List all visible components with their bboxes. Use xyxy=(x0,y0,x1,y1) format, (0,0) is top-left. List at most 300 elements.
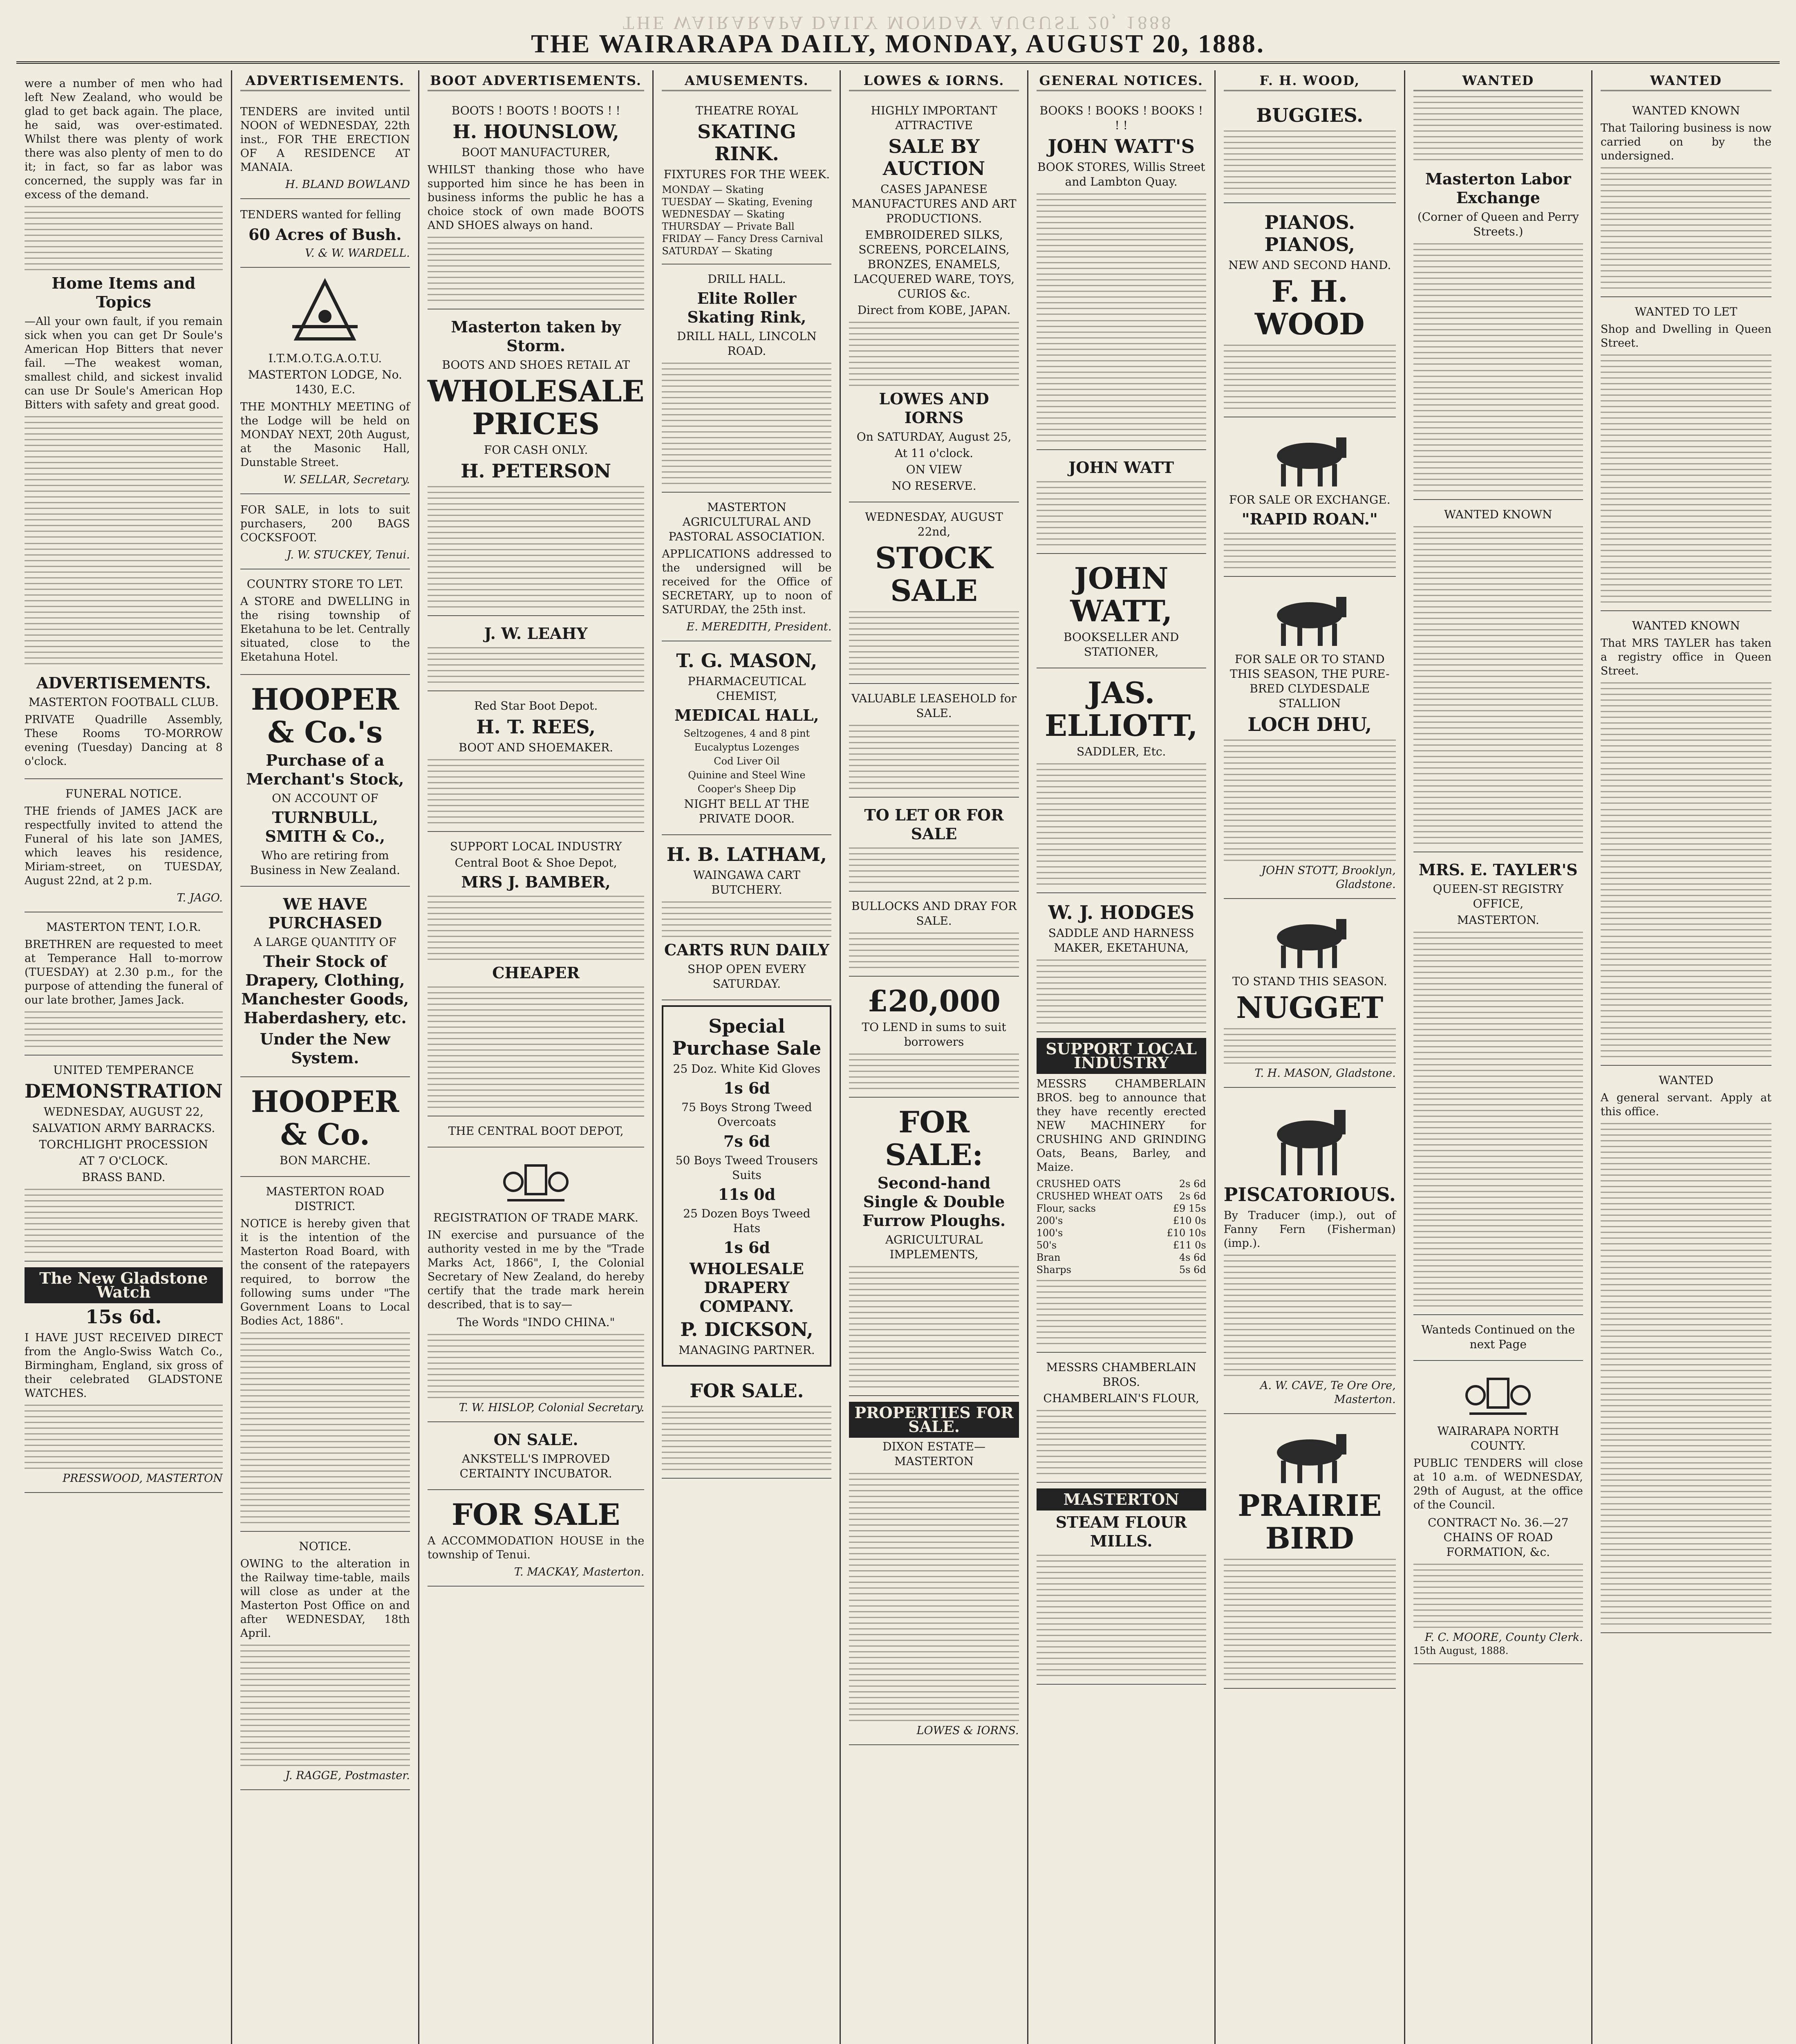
price-value: 2s 6d xyxy=(1179,1178,1206,1190)
ad-subtitle: WAINGAWA CART BUTCHERY. xyxy=(693,868,800,896)
ad-trade-mark: The Words "INDO CHINA." xyxy=(457,1316,615,1329)
horse-icon xyxy=(1256,909,1363,970)
ad-hall: MEDICAL HALL, xyxy=(674,706,819,724)
sale-price: 11s 0d xyxy=(718,1185,776,1204)
ad-text-block xyxy=(428,1334,644,1399)
ad-text-block xyxy=(1601,1376,1771,1499)
ad-date: WEDNESDAY, AUGUST 22, xyxy=(43,1105,204,1118)
cocksfoot-sale-ad xyxy=(240,494,410,569)
elliott-saddler-ad xyxy=(1037,668,1206,893)
column-1 xyxy=(16,70,232,2044)
price-row xyxy=(1037,1264,1206,1276)
watt-stationer-ad xyxy=(1037,554,1206,668)
ploughs-sale-ad xyxy=(849,1098,1019,1396)
ad-text-block xyxy=(1413,653,1583,775)
funeral-notice xyxy=(25,779,223,912)
fixture-line: FRIDAY — Fancy Dress Carnival xyxy=(662,233,823,244)
ad-subtitle: DIXON ESTATE—MASTERTON xyxy=(882,1440,985,1468)
price-row xyxy=(1037,1202,1206,1215)
ad-title: NOTICE. xyxy=(299,1540,352,1553)
ad-body: FOR SALE, in lots to suit purchasers, 200 BAGS COCKSFOOT. xyxy=(240,504,410,544)
ad-body: A ACCOMMODATION HOUSE in the township of Tenui. xyxy=(427,1535,645,1561)
ad-text-block xyxy=(1224,740,1396,862)
ad-body: MESSRS CHAMBERLAIN BROS. beg to announce that they have recently erected NEW MACHINERY for CRUSHING AND GRINDING Oats, Beans, Barley, and Maize. xyxy=(1036,1078,1206,1174)
hooper-purchase-ad xyxy=(240,675,410,887)
ad-body: TENDERS wanted for felling xyxy=(240,208,401,221)
ad-name: F. H. WOOD xyxy=(1254,274,1365,341)
ad-item: Seltzogenes, 4 and 8 pint xyxy=(683,728,810,739)
ad-title: WANTED TO LET xyxy=(1635,305,1738,318)
ad-subtitle: (Corner of Queen and Perry Streets.) xyxy=(1417,210,1579,238)
ad-title: SUPPORT LOCAL INDUSTRY xyxy=(450,840,622,853)
coat-of-arms-icon xyxy=(1461,1371,1535,1420)
ad-title: HOOPER & Co. xyxy=(251,1084,399,1152)
ad-subtitle: BOOK STORES, Willis Street and Lambton Quay. xyxy=(1037,160,1205,188)
ad-time: At 11 o'clock. xyxy=(895,446,974,460)
ad-subtitle: ANKSTELL'S IMPROVED CERTAINTY INCUBATOR. xyxy=(459,1452,612,1480)
ad-text-block xyxy=(1037,763,1206,886)
ad-body: THE friends of JAMES JACK are respectfully invited to attend the Funeral of his late son JAMES, which leaves his residence, Miriam-street, on TUESDAY, August 22nd, at 2 p.m. xyxy=(25,805,223,887)
ad-text-block xyxy=(1413,243,1583,366)
pianos-ad xyxy=(1224,203,1396,417)
ad-line: A LARGE QUANTITY OF xyxy=(253,935,396,949)
column-heading: LOWES & IORNS. xyxy=(849,74,1019,91)
ad-body: That Tailoring business is now carried on by the undersigned. xyxy=(1600,122,1771,162)
ad-title: STOCK SALE xyxy=(875,540,993,608)
ad-headline: WHOLESALE PRICES xyxy=(427,374,645,441)
ad-title: H. HOUNSLOW, xyxy=(452,121,619,143)
labor-exchange-ad xyxy=(1413,161,1583,500)
ad-top: BOOTS ! BOOTS ! BOOTS ! ! xyxy=(451,104,620,117)
sale-price: 7s 6d xyxy=(723,1132,770,1150)
ad-title: WANTED KNOWN xyxy=(1444,508,1552,521)
ad-text-block xyxy=(25,1405,223,1470)
to-let-ad xyxy=(849,798,1019,892)
ad-title: WAIRARAPA NORTH COUNTY. xyxy=(1437,1424,1559,1452)
support-local-industry-ad xyxy=(1037,1032,1206,1353)
ad-subtitle: BOOTS AND SHOES RETAIL AT xyxy=(442,358,630,372)
sale-item: 25 Doz. White Kid Gloves xyxy=(673,1062,821,1076)
ad-body: WHILST thanking those who have supported him since he has been in business informs the public he has a choice stock of own made BOOTS AND SHOES always on hand. xyxy=(427,164,645,232)
ad-subtitle: MASTERTON LODGE, No. 1430, E.C. xyxy=(248,368,402,396)
ad-night-bell: NIGHT BELL AT THE PRIVATE DOOR. xyxy=(684,797,810,825)
column-6 xyxy=(1028,70,1216,2044)
hodges-saddler-ad xyxy=(1037,893,1206,1032)
ad-title: VALUABLE LEASEHOLD for SALE. xyxy=(851,692,1017,720)
ad-subtitle: CASES JAPANESE MANUFACTURES AND ART PRODUCTIONS. xyxy=(851,182,1017,225)
ad-list: AGRICULTURAL IMPLEMENTS, xyxy=(885,1233,983,1261)
ad-text-block xyxy=(1601,354,1771,477)
price-item: 50's xyxy=(1036,1239,1057,1251)
sale-price: 1s 6d xyxy=(723,1238,770,1257)
ad-band: BRASS BAND. xyxy=(82,1170,166,1184)
ad-title: WE HAVE PURCHASED xyxy=(268,895,382,932)
column-heading: BOOT ADVERTISEMENTS. xyxy=(428,74,644,91)
column-5 xyxy=(841,70,1028,2044)
ad-title: THE CENTRAL BOOT DEPOT, xyxy=(448,1124,624,1138)
ad-subtitle: CHAMBERLAIN'S FLOUR, xyxy=(1043,1392,1199,1405)
bush-felling-ad xyxy=(240,199,410,268)
column-2 xyxy=(232,70,419,2044)
ad-subtitle: FIXTURES FOR THE WEEK. xyxy=(663,168,830,181)
wanted-servant-ad xyxy=(1601,1066,1771,1633)
ad-subtitle: MASTERTON FOOTBALL CLUB. xyxy=(28,695,219,709)
ad-subtitle: SADDLER, Etc. xyxy=(1076,745,1166,758)
ad-body: IN exercise and pursuance of the authority vested in me by the "Trade Marks Act, 1866", I, the Colonial Secretary of New Zealand, do hereby certify that the trade mark herein described, that is to say— xyxy=(427,1229,645,1311)
price-value: £10 0s xyxy=(1173,1215,1206,1226)
tenders-ad xyxy=(240,96,410,199)
home-items-title: Home Items and Topics xyxy=(52,274,196,311)
ad-body: BRETHREN are requested to meet at Temperance Hall to-morrow (TUESDAY) at 2.30 p.m., for the purpose of attending the funeral of our late brother, James Jack. xyxy=(25,938,223,1006)
ad-price: 15s 6d. xyxy=(85,1306,162,1328)
price-value: £11 0s xyxy=(1173,1239,1206,1251)
ad-text-block xyxy=(1224,1255,1396,1377)
ad-title: MASTERTON xyxy=(1037,1488,1206,1511)
skating-rink-ad xyxy=(662,96,831,264)
news-text-block xyxy=(25,543,223,666)
ad-date: WEDNESDAY, AUGUST 22nd, xyxy=(865,510,1003,538)
ad-text-block xyxy=(1224,345,1396,410)
column-heading: WANTED xyxy=(1413,74,1583,91)
price-row xyxy=(1037,1251,1206,1264)
ad-text-block xyxy=(1413,1564,1583,1629)
ad-body: TENDERS are invited until NOON of WEDNESDAY, 22th inst., FOR THE ERECTION OF A RESIDENCE AT MANAIA. xyxy=(240,105,410,174)
hooper-bon-marche-ad xyxy=(240,1077,410,1177)
ad-subtitle: Purchase of a Merchant's Stock, xyxy=(246,751,404,788)
ad-text-block xyxy=(849,932,1019,969)
flour-mills-ad xyxy=(1037,1483,1206,1685)
ad-body: Shop and Dwelling in Queen Street. xyxy=(1600,323,1771,350)
rees-ad xyxy=(428,691,644,832)
price-value: 5s 6d xyxy=(1179,1264,1206,1275)
wanted-to-let-ad xyxy=(1601,297,1771,611)
bullocks-ad xyxy=(849,892,1019,977)
ad-text-block xyxy=(1224,130,1396,196)
fixture-line: TUESDAY — Skating, Evening xyxy=(662,196,813,208)
news-text-block xyxy=(25,206,223,271)
pastoral-association-ad xyxy=(662,493,831,641)
ad-view: ON VIEW xyxy=(906,463,962,476)
ad-title: MASTERTON TENT, I.O.R. xyxy=(46,920,201,934)
ad-reserve: NO RESERVE. xyxy=(891,479,976,493)
fixture-line: THURSDAY — Private Ball xyxy=(662,221,795,232)
masonic-lodge-ad xyxy=(240,268,410,494)
ad-text-block xyxy=(1601,1503,1771,1626)
leahy-ad xyxy=(428,616,644,691)
ad-title: WANTED KNOWN xyxy=(1632,619,1740,632)
ad-text-block xyxy=(428,896,644,961)
ad-title: SALE BY AUCTION xyxy=(882,135,985,179)
wanted-known-tailoring-ad xyxy=(1601,96,1771,297)
ad-signature: T. MACKAY, Masterton. xyxy=(514,1566,645,1578)
temperance-demonstration-ad xyxy=(25,1056,223,1262)
ad-subtitle: BOOT MANUFACTURER, xyxy=(461,146,611,159)
ad-item: Cooper's Sheep Dip xyxy=(697,783,796,795)
ad-text-block xyxy=(1037,193,1206,316)
ad-horse-name: "RAPID ROAN." xyxy=(1241,510,1378,528)
ad-text-block xyxy=(1037,1410,1206,1475)
ad-body: APPLICATIONS addressed to the undersigned will be received for the Office of SECRETARY, up to noon of SATURDAY, the 25th inst. xyxy=(662,548,832,616)
ad-signature: W. SELLAR, Secretary. xyxy=(283,473,410,486)
ad-title: BUGGIES. xyxy=(1256,104,1364,126)
ad-title: Wanteds Continued on the next Page xyxy=(1421,1323,1575,1351)
wanted-known-ad xyxy=(1413,500,1583,852)
ad-title: £20,000 xyxy=(867,984,1001,1018)
ad-signature: PRESSWOOD, MASTERTON xyxy=(63,1472,223,1485)
ad-body: PUBLIC TENDERS will close at 10 a.m. of WEDNESDAY, 29th of August, at the office of the Council. xyxy=(1413,1457,1583,1511)
watt-books-ad xyxy=(1037,96,1206,450)
ad-title: UNITED TEMPERANCE xyxy=(53,1063,194,1077)
ad-subtitle: NEW AND SECOND HAND. xyxy=(1228,258,1391,272)
ad-text-block xyxy=(240,1645,410,1767)
ad-signature: H. BLAND BOWLAND xyxy=(285,178,410,191)
ad-subtitle: TO LEND in sums to suit borrowers xyxy=(862,1020,1006,1049)
ad-title: JOHN WATT, xyxy=(1070,561,1173,628)
ad-text-block xyxy=(1037,959,1206,1025)
ad-date: 15th August, 1888. xyxy=(1413,1645,1509,1656)
ad-text-block xyxy=(1601,1123,1771,1246)
hooper-stock-ad xyxy=(240,887,410,1077)
columns xyxy=(16,70,1780,2044)
ad-text-block xyxy=(1413,1185,1583,1308)
ad-text-block xyxy=(849,1053,1019,1090)
country-store-ad xyxy=(240,569,410,675)
north-county-ad xyxy=(1413,1361,1583,1664)
ad-text-block xyxy=(1037,1555,1206,1677)
ad-title: MASTERTON AGRICULTURAL AND PASTORAL ASSOCIATION. xyxy=(668,500,825,543)
ad-line: ON ACCOUNT OF xyxy=(272,791,378,805)
farm-sale-ad xyxy=(662,1372,831,1479)
incubator-ad xyxy=(428,1422,644,1490)
football-club-ad xyxy=(25,666,223,779)
ad-cash-only: FOR CASH ONLY. xyxy=(484,443,588,457)
column-heading: WANTED xyxy=(1601,74,1771,91)
ad-company: WHOLESALE DRAPERY COMPANY. xyxy=(689,1260,804,1316)
ad-text-block xyxy=(1601,167,1771,290)
price-row xyxy=(1037,1215,1206,1227)
ad-subtitle: TORCHLIGHT PROCESSION xyxy=(39,1138,208,1151)
coat-of-arms-icon xyxy=(499,1157,573,1206)
price-item: CRUSHED OATS xyxy=(1036,1178,1121,1190)
ad-text-block xyxy=(428,486,644,609)
ad-title: MESSRS CHAMBERLAIN BROS. xyxy=(1046,1360,1196,1389)
ad-text-block xyxy=(1037,320,1206,443)
ad-text-block xyxy=(1413,370,1583,493)
price-row xyxy=(1037,1178,1206,1190)
ad-body: NOTICE is hereby given that it is the intention of the Masterton Road Board, with the consent of the ratepayers required, to borrow the following sums under "The Government Loans to Local Bodies Act, 1886". xyxy=(240,1217,410,1327)
horse-icon xyxy=(1256,587,1363,648)
ad-text-block xyxy=(428,647,644,684)
ad-subtitle: Second-hand Single & Double Furrow Ploughs. xyxy=(862,1174,1006,1230)
column-7 xyxy=(1216,70,1405,2044)
ad-title: Masterton taken by Storm. xyxy=(451,318,621,355)
watt-second-ad xyxy=(1037,450,1206,554)
ad-title: PISCATORIOUS. xyxy=(1223,1183,1396,1206)
ad-text-block xyxy=(1224,533,1396,569)
ad-place: SALVATION ARMY BARRACKS. xyxy=(32,1121,215,1135)
masthead xyxy=(16,12,1780,64)
column-heading: GENERAL NOTICES. xyxy=(1037,74,1206,91)
ad-text-block xyxy=(662,363,831,485)
ad-headline: DEMONSTRATION xyxy=(25,1080,223,1102)
ad-text-block xyxy=(662,1406,831,1471)
ad-top: HIGHLY IMPORTANT ATTRACTIVE xyxy=(871,104,997,132)
fixture-line: WEDNESDAY — Skating xyxy=(662,208,785,220)
ad-text-block xyxy=(849,611,1019,677)
ad-auctioneer: LOWES AND IORNS xyxy=(879,390,989,427)
ad-text-block xyxy=(240,1332,410,1455)
drill-hall-ad xyxy=(662,264,831,493)
ad-name: P. DICKSON, xyxy=(680,1318,813,1340)
ad-title: FOR SALE OR TO STAND THIS SEASON, THE PURE-BRED CLYDESDALE STALLION xyxy=(1229,652,1390,710)
price-value: £10 10s xyxy=(1167,1227,1206,1239)
ad-text-block xyxy=(849,1600,1019,1722)
ad-subtitle: STEAM FLOUR MILLS. xyxy=(1055,1513,1187,1550)
ad-place: MASTERTON. xyxy=(1457,913,1539,927)
horse-icon xyxy=(1256,427,1363,489)
ad-title: REGISTRATION OF TRADE MARK. xyxy=(433,1211,638,1224)
ad-text-block xyxy=(428,986,644,1109)
ad-body: I HAVE JUST RECEIVED DIRECT from the Anglo-Swiss Watch Co., Birmingham, England, six gross of their celebrated GLADSTONE WATCHES. xyxy=(25,1331,223,1400)
ad-text-block xyxy=(849,1266,1019,1389)
ad-signature: T. JAGO. xyxy=(177,892,223,904)
leasehold-sale-ad xyxy=(849,684,1019,798)
ad-body: PRIVATE Quadrille Assembly, These Rooms TO-MORROW evening (Tuesday) Dancing at 8 o'clock. xyxy=(25,713,223,768)
ad-body: By Traducer (imp.), out of Fanny Fern (Fisherman) (imp.). xyxy=(1223,1209,1396,1250)
ad-item: Quinine and Steel Wine xyxy=(688,769,806,781)
price-value: £9 15s xyxy=(1173,1203,1206,1214)
sale-item: 50 Boys Tweed Trousers Suits xyxy=(675,1154,818,1182)
news-intro: were a number of men who had left New Zealand, who would be glad to get back again. The place, he said, was over-estimated. Whilst there was plenty of work there was also plenty of men to do it; in fact, so far as labor was concerned, the supply was far in excess of the demand. xyxy=(25,77,223,201)
properties-sale-ad xyxy=(849,1396,1019,1745)
ad-title: FOR SALE: xyxy=(885,1105,983,1172)
ad-title: JOHN WATT xyxy=(1068,458,1174,477)
sale-item: 25 Dozen Boys Tweed Hats xyxy=(683,1207,811,1235)
ad-name: MRS J. BAMBER, xyxy=(461,873,611,891)
ad-text-block xyxy=(1413,780,1583,845)
ad-text-block xyxy=(849,322,1019,387)
ad-text-block xyxy=(1601,1250,1771,1372)
ad-title: MASTERTON ROAD DISTRICT. xyxy=(266,1185,385,1213)
bamber-ad xyxy=(428,832,644,1116)
ad-item: Eucalyptus Lozenges xyxy=(694,742,799,753)
ad-direct: Direct from KOBE, JAPAN. xyxy=(857,303,1011,317)
price-item: CRUSHED WHEAT OATS xyxy=(1036,1190,1163,1202)
ad-body: That MRS TAYLER has taken a registry office in Queen Street. xyxy=(1600,637,1771,677)
news-text-block xyxy=(25,416,223,539)
ad-text-block xyxy=(428,237,644,302)
ad-title: PRAIRIE BIRD xyxy=(1238,1488,1382,1555)
ad-text-block xyxy=(25,1189,223,1254)
ad-subtitle: BOOT AND SHOEMAKER. xyxy=(459,741,614,754)
ad-title: PROPERTIES FOR SALE. xyxy=(849,1402,1019,1438)
ad-title: SKATING RINK. xyxy=(697,121,796,165)
ad-body: OWING to the alteration in the Railway time-table, mails will close as under at the Masterton Post Office on and after WEDNESDAY, 18th April. xyxy=(240,1558,410,1640)
buggies-ad xyxy=(1224,96,1396,203)
ad-top: BOOKS ! BOOKS ! BOOKS ! ! ! xyxy=(1039,104,1203,132)
column-8 xyxy=(1405,70,1592,2044)
ad-date: On SATURDAY, August 25, xyxy=(856,430,1012,444)
wanted-known-registry-ad xyxy=(1601,611,1771,1066)
ad-title: SUPPORT LOCAL INDUSTRY xyxy=(1037,1038,1206,1074)
stock-sale-ad xyxy=(849,502,1019,684)
price-value: 4s 6d xyxy=(1179,1252,1206,1263)
masonic-emblem-icon xyxy=(284,278,366,347)
piscatorious-ad xyxy=(1224,1088,1396,1414)
trade-mark-ad xyxy=(428,1148,644,1422)
ad-title: The New Gladstone Watch xyxy=(25,1267,223,1303)
nugget-ad xyxy=(1224,899,1396,1088)
ad-signature: A. W. CAVE, Te Ore Ore, Masterton. xyxy=(1260,1379,1396,1406)
rapid-roan-ad xyxy=(1224,417,1396,577)
price-item: Flour, sacks xyxy=(1036,1203,1096,1214)
column-3 xyxy=(419,70,654,2044)
ad-role: MANAGING PARTNER. xyxy=(679,1343,815,1357)
ad-title: FOR SALE OR EXCHANGE. xyxy=(1229,493,1391,507)
ad-signature: T. H. MASON, Gladstone. xyxy=(1254,1067,1396,1080)
ad-title: BULLOCKS AND DRAY FOR SALE. xyxy=(851,899,1017,928)
accommodation-house-ad xyxy=(428,1490,644,1587)
ad-text-block xyxy=(1037,1280,1206,1345)
ad-title: WANTED KNOWN xyxy=(1632,104,1740,117)
column-heading: AMUSEMENTS. xyxy=(662,74,831,91)
road-district-notice xyxy=(240,1177,410,1532)
ad-text-block xyxy=(1413,932,1583,1054)
tayler-registry-ad xyxy=(1413,852,1583,1315)
ad-text-block xyxy=(1601,809,1771,932)
fixture-line: MONDAY — Skating xyxy=(662,184,764,195)
ad-list: EMBROIDERED SILKS, SCREENS, PORCELAINS, BRONZES, ENAMELS, LACQUERED WARE, TOYS, CURIOS &c. xyxy=(853,228,1015,300)
ad-line: Under the New System. xyxy=(260,1030,390,1067)
mason-chemist-ad xyxy=(662,641,831,835)
ad-top: THEATRE ROYAL xyxy=(695,104,798,117)
ad-line: Who are retiring from Business in New Zealand. xyxy=(250,849,400,877)
prairie-bird-ad xyxy=(1224,1414,1396,1689)
tent-notice xyxy=(25,912,223,1056)
ad-title: H. B. LATHAM, xyxy=(666,843,827,865)
ad-title: W. J. HODGES xyxy=(1048,901,1195,923)
ad-signature: J. RAGGE, Postmaster. xyxy=(285,1769,410,1782)
ad-text-block xyxy=(1224,1028,1396,1065)
ad-section-title: ADVERTISEMENTS. xyxy=(36,674,211,692)
ad-title: JOHN WATT'S xyxy=(1048,135,1195,157)
price-row xyxy=(1037,1190,1206,1202)
peterson-ad xyxy=(428,309,644,616)
ad-signature: J. W. STUCKEY, Tenui. xyxy=(287,549,410,561)
special-purchase-sale-ad xyxy=(662,1005,831,1367)
column-heading: F. H. WOOD, xyxy=(1224,74,1396,91)
ad-body: A STORE and DWELLING in the rising township of Eketahuna to be let. Centrally situated, close to the Eketahuna Hotel. xyxy=(240,595,410,663)
ad-title: WANTED xyxy=(1659,1074,1713,1087)
ad-text-block xyxy=(1601,481,1771,604)
ad-body: THE MONTHLY MEETING of the Lodge will be held on MONDAY NEXT, 20th August, at the Masonic Hall, Dunstable Street. xyxy=(240,401,410,469)
ad-body: A general servant. Apply at this office. xyxy=(1600,1091,1771,1118)
price-item: Bran xyxy=(1036,1252,1061,1263)
ad-item: Cod Liver Oil xyxy=(714,755,780,767)
price-value: 2s 6d xyxy=(1179,1190,1206,1202)
masthead-title: THE WAIRARAPA DAILY, MONDAY, AUGUST 20, 1888. xyxy=(531,29,1265,58)
price-item: 200's xyxy=(1036,1215,1063,1226)
ad-time: AT 7 O'CLOCK. xyxy=(79,1154,168,1168)
ad-text-block xyxy=(1601,936,1771,1058)
ad-title: 60 Acres of Bush. xyxy=(249,225,402,244)
central-boot-depot-ad xyxy=(428,1116,644,1148)
ad-line: Their Stock of Drapery, Clothing, Manchester Goods, Haberdashery, etc. xyxy=(241,952,409,1027)
ad-subtitle: SADDLE AND HARNESS MAKER, EKETAHUNA, xyxy=(1048,926,1194,955)
mail-notice xyxy=(240,1532,410,1790)
ad-title: JAS. ELLIOTT, xyxy=(1045,675,1198,743)
ad-text-block xyxy=(240,1459,410,1524)
